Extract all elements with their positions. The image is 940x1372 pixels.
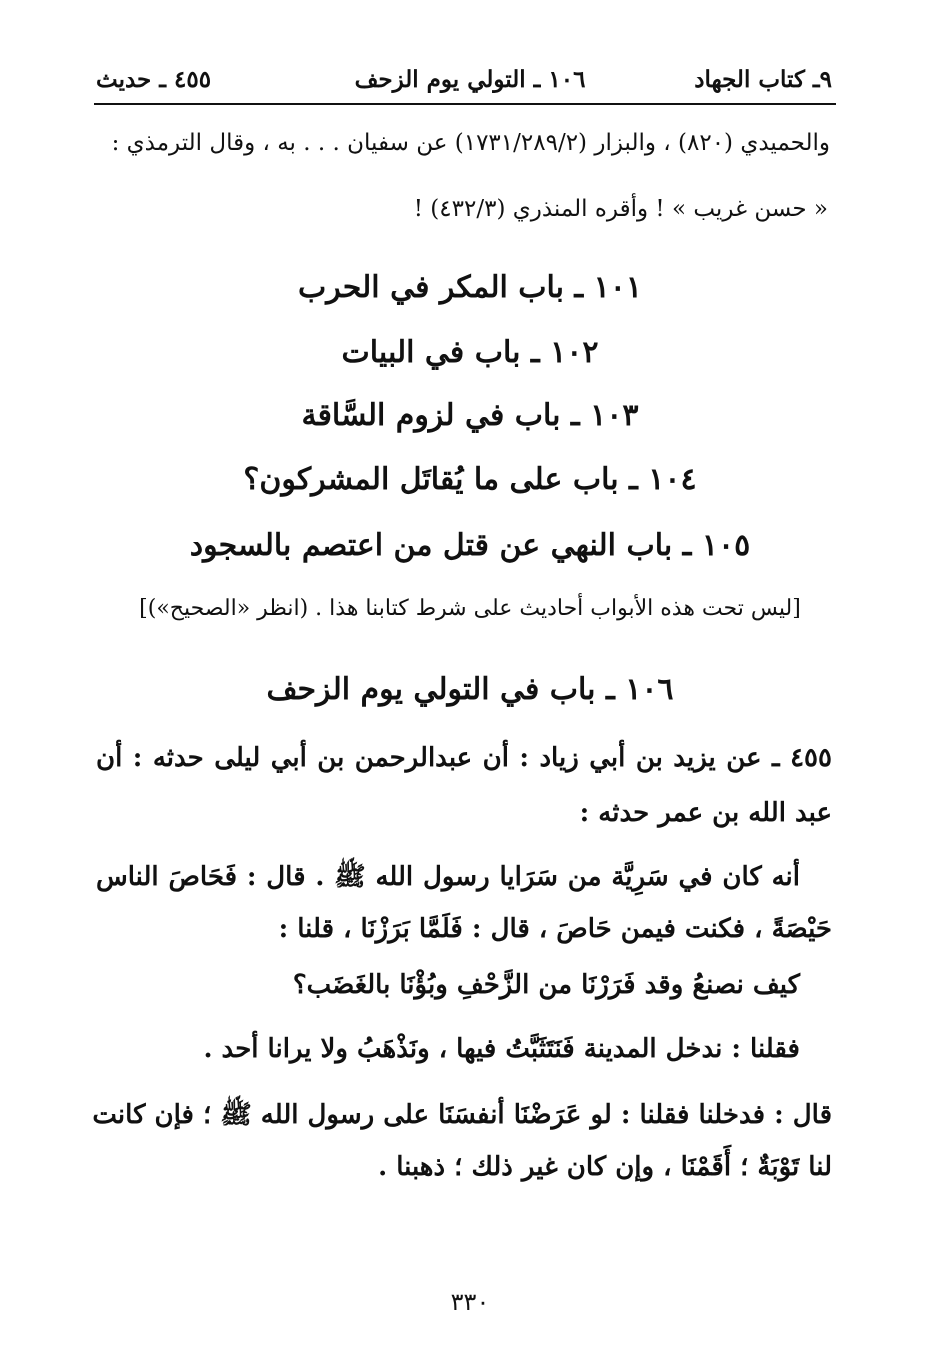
hadith-text-line-2: حَيْصَةً ، فكنت فيمن حَاصَ ، قال : فَلَمَّا بَرَزْنَا ، قلنا : [278,914,832,944]
header-chapter-title: ١٠٦ ـ التولي يوم الزحف [354,66,586,93]
chapter-heading-101: ١٠١ ـ باب المكر في الحرب [297,270,642,305]
header-book-title: ٩ـ كتاب الجهاد [694,66,832,93]
hadith-text-line-4: فقلنا : ندخل المدينة فَنَتَثَبَّتُ فيها ، ونَذْهَبُ ولا يرانا أحد . [203,1034,800,1064]
page-number: ٣٣٠ [450,1288,490,1316]
hadith-text-line-6: لنا تَوْبَةٌ ؛ أَقَمْنَا ، وإن كان غير ذلك ؛ ذهبنا . [378,1152,832,1182]
chapter-heading-103: ١٠٣ ـ باب في لزوم السَّاقة [301,398,639,433]
chapter-heading-105: ١٠٥ ـ باب النهي عن قتل من اعتصم بالسجود [189,528,751,563]
hadith-isnad-line-1: ٤٥٥ ـ عن يزيد بن أبي زياد : أن عبدالرحمن بن أبي ليلى حدثه : أن [96,743,832,773]
chapter-heading-102: ١٠٢ ـ باب في البيات [341,335,599,370]
editor-note: [ليس تحت هذه الأبواب أحاديث على شرط كتابنا هذا . (انظر «الصحيح»)] [139,596,801,621]
chapter-heading-104: ١٠٤ ـ باب على ما يُقاتَل المشركون؟ [243,462,697,497]
hadith-text-line-5: قال : فدخلنا فقلنا : لو عَرَضْنَا أنفسَنَا على رسول الله ﷺ ؛ فإن كانت [92,1100,832,1130]
header-divider [94,103,836,105]
hadith-isnad-line-2: عبد الله بن عمر حدثه : [579,798,832,828]
header-hadith-number: ٤٥٥ ـ حديث [96,66,212,93]
chapter-heading-106: ١٠٦ ـ باب في التولي يوم الزحف [266,672,674,707]
hadith-text-line-3: كيف نصنعُ وقد فَرَرْنَا من الزَّحْفِ وبُؤْنَا بالغَضَب؟ [292,970,800,1000]
reference-line-2: « حسن غريب » ! وأقره المنذري (٤٣٢/٣) ! [413,196,828,222]
reference-line-1: والحميدي (٨٢٠) ، والبزار (١٧٣١/٢٨٩/٢) عن سفيان . . . به ، وقال الترمذي : [111,130,830,156]
hadith-text-line-1: أنه كان في سَرِيَّة من سَرَايا رسول الله ﷺ . قال : فَحَاصَ الناس [96,862,800,892]
